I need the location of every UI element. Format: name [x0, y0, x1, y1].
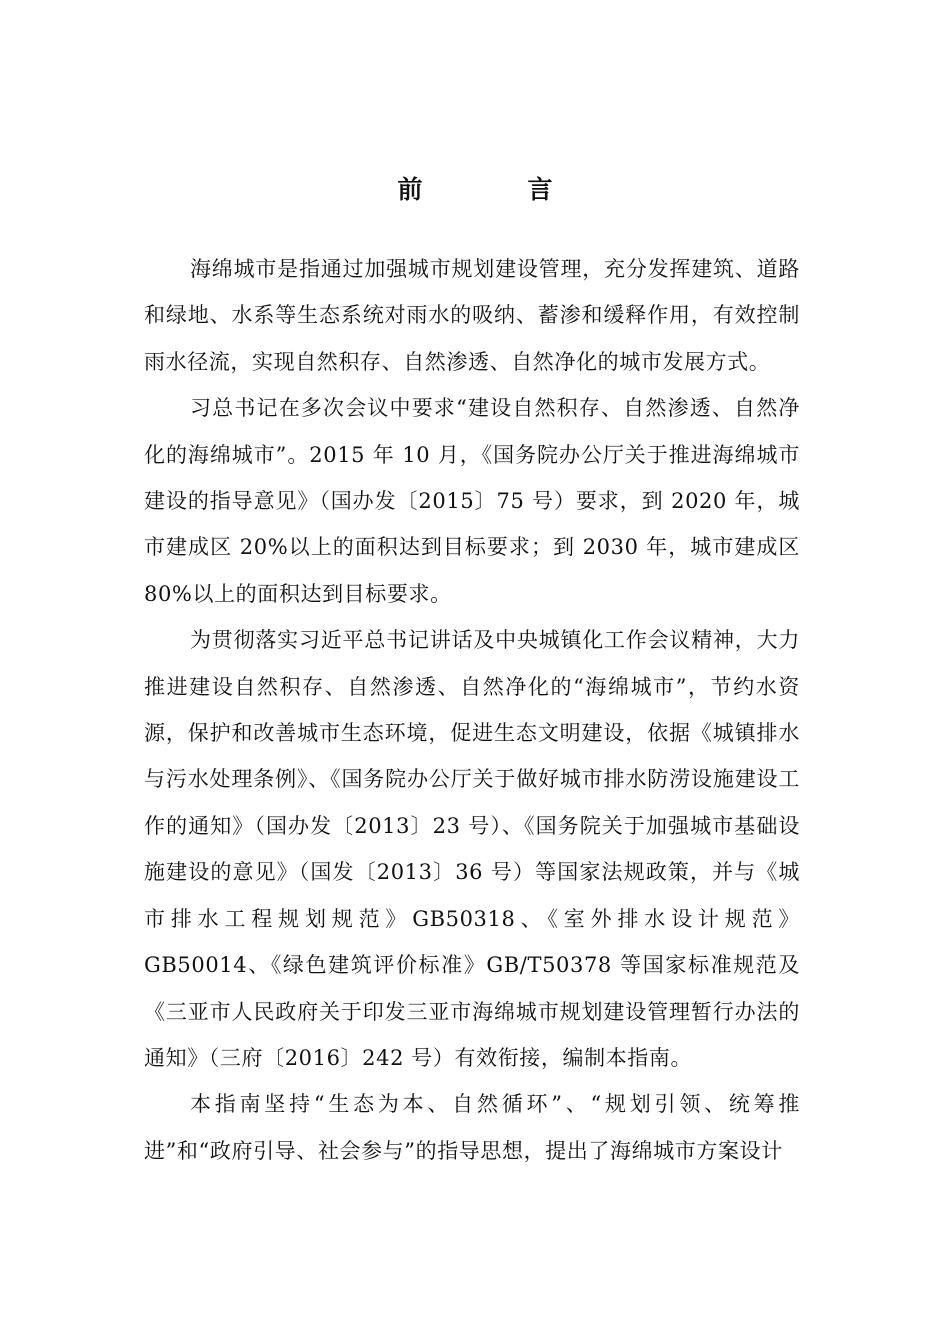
paragraph-4: 本指南坚持“生态为本、自然循环”、“规划引领、统筹推进”和“政府引导、社会参与”的指导思想，提出了海绵城市方案设计 — [144, 1092, 800, 1163]
paragraph-1: 海绵城市是指通过加强城市规划建设管理，充分发挥建筑、道路和绿地、水系等生态系统对雨水的吸纳、蓄渗和缓释作用，有效控制雨水径流，实现自然积存、自然渗透、自然净化的城市发展方式。 — [144, 257, 800, 374]
document-body — [144, 246, 800, 1174]
page-title: 前 言 — [397, 175, 593, 204]
paragraph-2: 习总书记在多次会议中要求“建设自然积存、自然渗透、自然净化的海绵城市”。2015 年 10 月，《国务院办公厅关于推进海绵城市建设的指导意见》（国办发〔2015〕75 号）要求，到 2020 年，城市建成区 20%以上的面积达到目标要求；到 2030 年，城市建成区 80%以上的面积达到目标要求。 — [144, 396, 800, 606]
paragraph-3: 为贯彻落实习近平总书记讲话及中央城镇化工作会议精神，大力推进建设自然积存、自然渗透、自然净化的“海绵城市”，节约水资源，保护和改善城市生态环境，促进生态文明建设，依据《城镇排水与污水处理条例》、《国务院办公厅关于做好城市排水防涝设施建设工作的通知》（国办发〔2013〕23 号）、《国务院关于加强城市基础设施建设的意见》（国发〔2013〕36 号）等国家法规政策，并与《城市排水工程规划规范》GB50318、《室外排水设计规范》GB50014、《绿色建筑评价标准》GB/T50378 等国家标准规范及《三亚市人民政府关于印发三亚市海绵城市规划建设管理暂行办法的通知》（三府〔2016〕242 号）有效衔接，编制本指南。 — [144, 628, 800, 1070]
